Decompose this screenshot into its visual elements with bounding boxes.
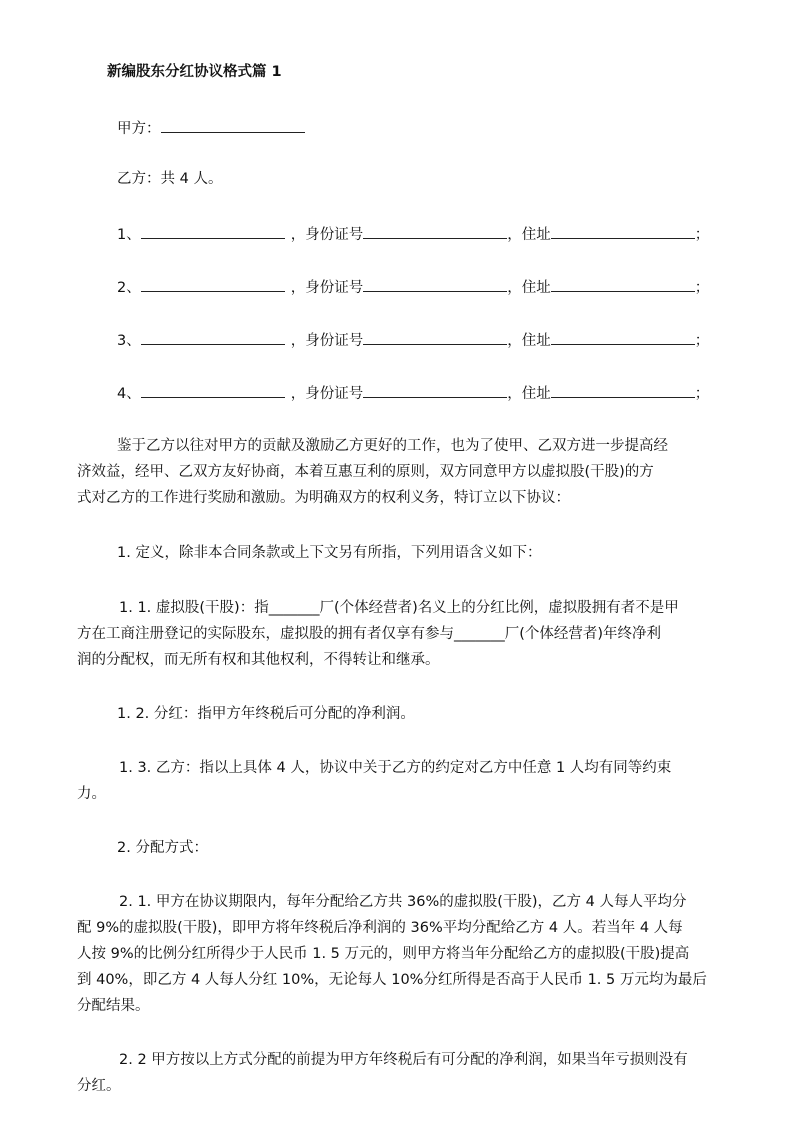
preamble-line: 式对乙方的工作进行奖励和激励。为明确双方的权利义务，特订立以下协议： (77, 490, 570, 506)
clause-1-1-line: 1. 1. 虚拟股(干股)：指_______厂(个体经营者)名义上的分红比例，虚拟股拥有者不是甲 (119, 600, 679, 616)
id-label: ，身份证号 (290, 386, 364, 402)
person-number: 4、 (117, 386, 141, 402)
section-2-heading: 2. 分配方式： (117, 840, 208, 856)
party-a-label: 甲方： (117, 121, 161, 137)
address-blank (551, 329, 695, 345)
person-number: 2、 (117, 280, 141, 296)
person-line (117, 329, 709, 350)
clause-2-1-line: 人按 9%的比例分红所得少于人民币 1. 5 万元的，则甲方将当年分配给乙方的虚拟股(干股)提高 (77, 946, 690, 962)
id-blank (363, 382, 507, 398)
line-end: ； (694, 280, 710, 296)
clause-2-2-line: 2. 2 甲方按以上方式分配的前提为甲方年终税后有可分配的净利润，如果当年亏损则没有 (119, 1052, 688, 1068)
section-1-heading: 1. 定义，除非本合同条款或上下文另有所指，下列用语含义如下： (117, 545, 542, 561)
address-label: ，住址 (507, 333, 551, 349)
line-end: ； (694, 227, 710, 243)
id-label: ，身份证号 (290, 280, 364, 296)
name-blank (141, 329, 285, 345)
clause-2-1-line: 2. 1. 甲方在协议期限内，每年分配给乙方共 36%的虚拟股(干股)，乙方 4 人每人平均分 (119, 894, 687, 910)
name-blank (141, 276, 285, 292)
party-a-blank (161, 117, 305, 133)
id-label: ，身份证号 (290, 227, 364, 243)
address-blank (551, 382, 695, 398)
person-line (117, 382, 709, 403)
line-end: ； (694, 386, 710, 402)
address-label: ，住址 (507, 386, 551, 402)
party-a-line (117, 117, 305, 138)
address-blank (551, 276, 695, 292)
preamble-line: 鉴于乙方以往对甲方的贡献及激励乙方更好的工作，也为了使甲、乙双方进一步提高经 (117, 438, 668, 454)
clause-2-1-line: 到 40%，即乙方 4 人每人分红 10%，无论每人 10%分红所得是否高于人民币 1. 5 万元均为最后 (77, 972, 707, 988)
page-title: 新编股东分红协议格式篇 1 (107, 64, 282, 80)
name-blank (141, 223, 285, 239)
id-blank (363, 276, 507, 292)
id-blank (363, 329, 507, 345)
preamble-line: 济效益，经甲、乙双方友好协商，本着互惠互利的原则，双方同意甲方以虚拟股(干股)的方 (77, 464, 654, 480)
address-label: ，住址 (507, 227, 551, 243)
person-number: 1、 (117, 227, 141, 243)
address-label: ，住址 (507, 280, 551, 296)
address-blank (551, 223, 695, 239)
clause-1-2: 1. 2. 分红：指甲方年终税后可分配的净利润。 (117, 706, 415, 722)
clause-2-1-line: 分配结果。 (77, 998, 150, 1014)
clause-1-1-line: 方在工商注册登记的实际股东，虚拟股的拥有者仅享有参与_______厂(个体经营者)年终净利 (77, 626, 662, 642)
clause-2-1-line: 配 9%的虚拟股(干股)，即甲方将年终税后净利润的 36%平均分配给乙方 4 人。若当年 4 人每 (77, 920, 683, 936)
id-blank (363, 223, 507, 239)
name-blank (141, 382, 285, 398)
person-line (117, 223, 709, 244)
clause-1-3-line: 力。 (77, 786, 106, 802)
id-label: ，身份证号 (290, 333, 364, 349)
person-line (117, 276, 709, 297)
party-b-line: 乙方：共 4 人。 (117, 171, 223, 187)
clause-1-1-line: 润的分配权，而无所有权和其他权利，不得转让和继承。 (77, 652, 440, 668)
clause-2-2-line: 分红。 (77, 1078, 121, 1094)
line-end: ； (694, 333, 710, 349)
person-number: 3、 (117, 333, 141, 349)
clause-1-3-line: 1. 3. 乙方：指以上具体 4 人，协议中关于乙方的约定对乙方中任意 1 人均有同等约束 (119, 760, 672, 776)
